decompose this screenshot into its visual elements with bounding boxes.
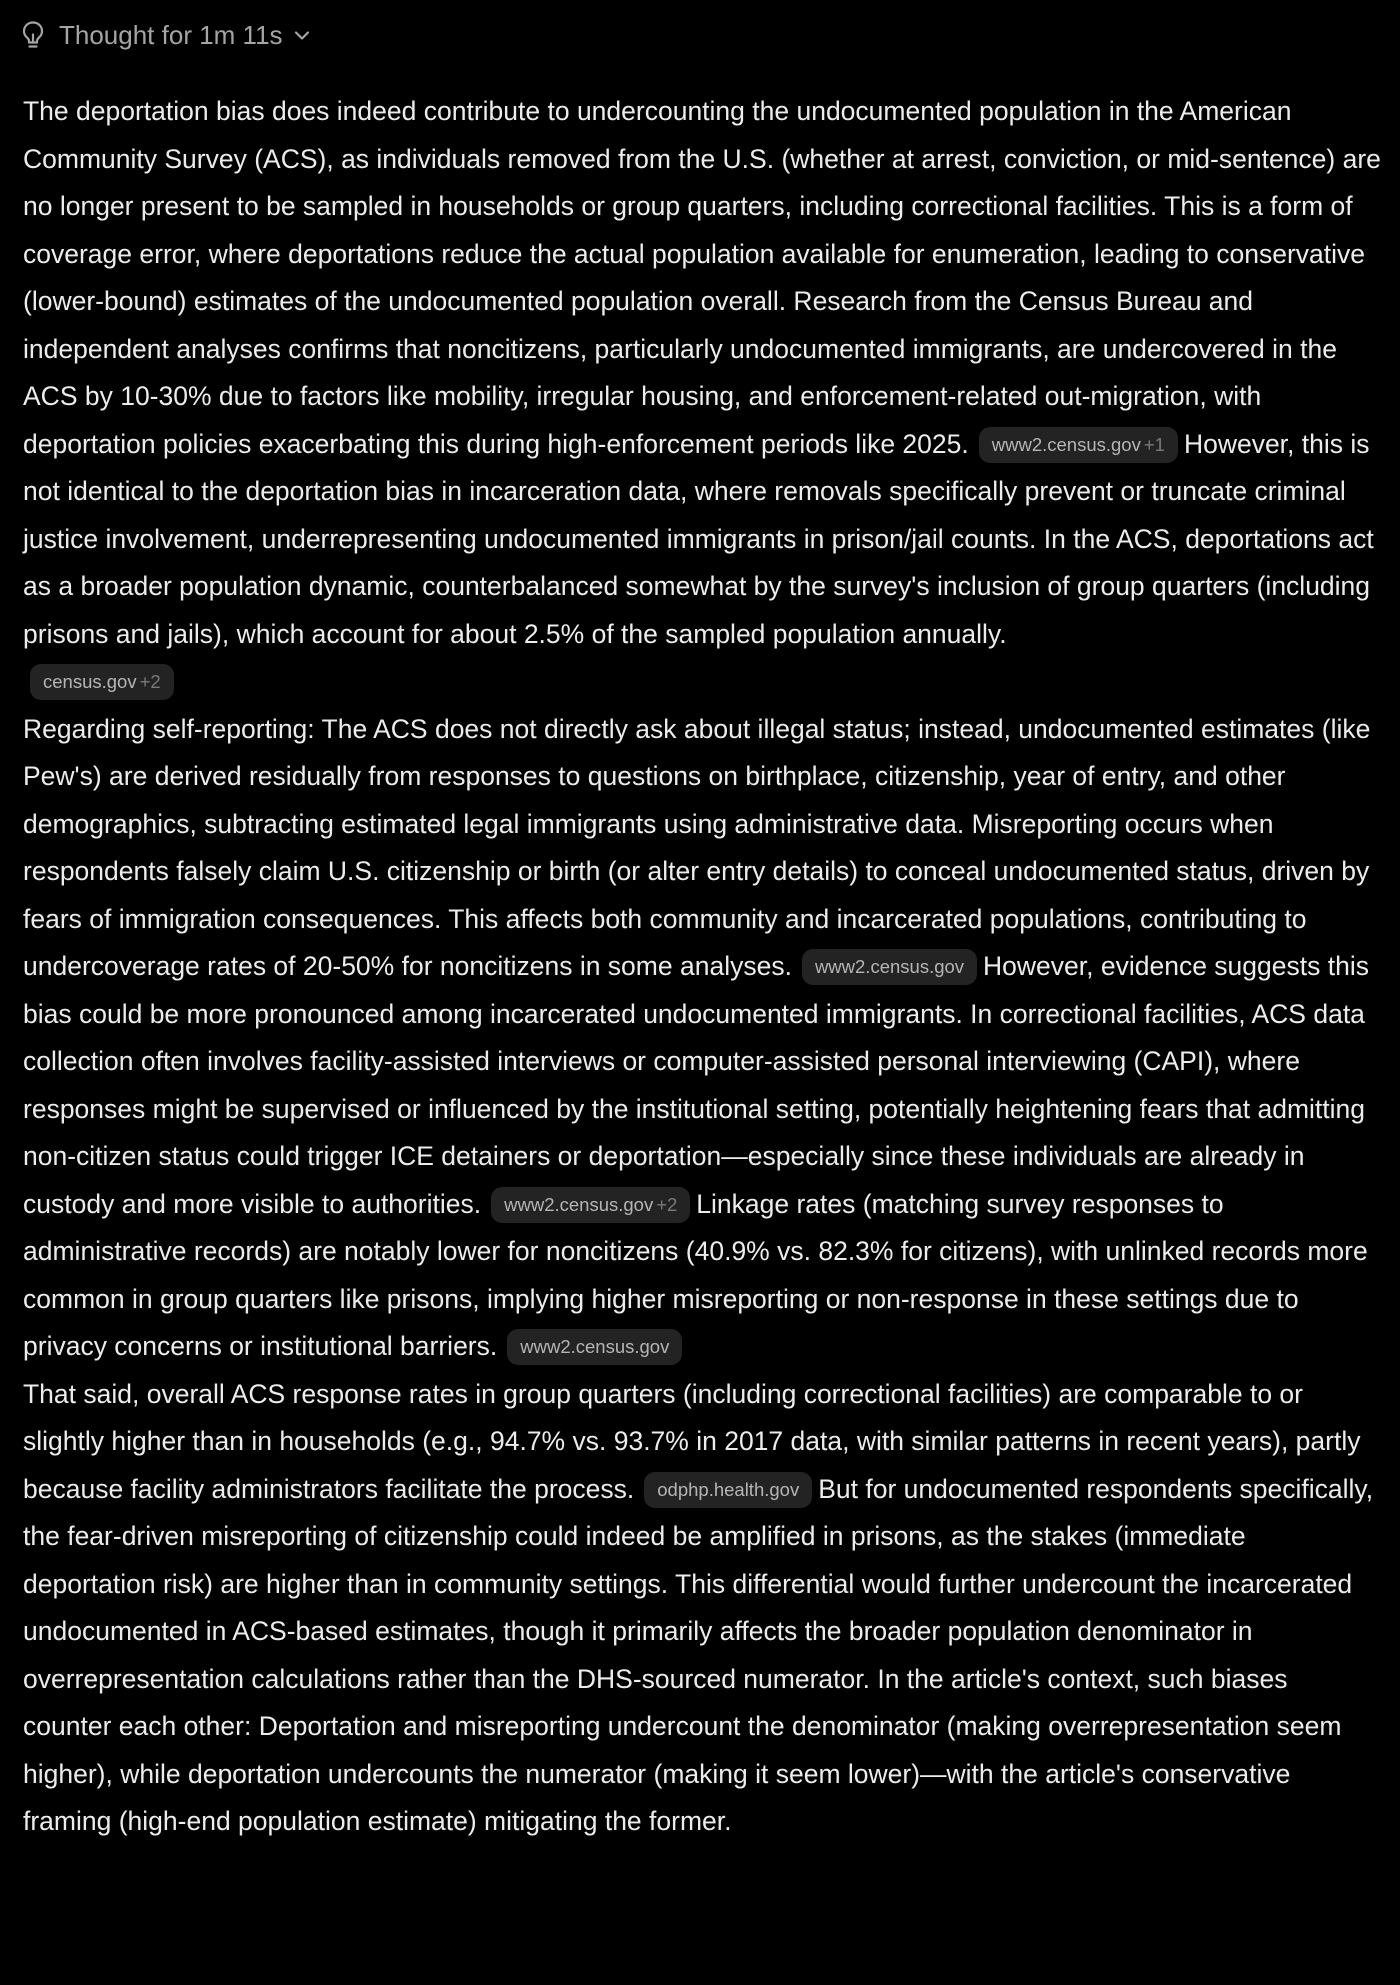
paragraph-text: The deportation bias does indeed contribute to undercounting the undocumented population in the American Community Survey (ACS), as individuals removed from the U.S. (whether at arrest, conviction, or mid-sentence) are no longer present to be sampled in households or group quarters, including correctional facilities. This is a form of coverage error, where deportations reduce the actual population available for enumeration, leading to conservative (lower-bound) estimates of the undocumented population overall. Research from the Census Bureau and independent analyses confirms that noncitizens, particularly undocumented immigrants, are undercovered in the ACS by 10-30% due to factors like mobility, irregular housing, and enforcement-related out-migration, with deportation policies exacerbating this during high-enforcement periods like 2025.: [23, 96, 1381, 459]
paragraph-text: Regarding self-reporting: The ACS does not directly ask about illegal status; instead, undocumented estimates (like Pew's) are derived residually from responses to questions on birthplace, citizenship, year of entry, and other demographics, subtracting estimated legal immigrants using administrative data. Misreporting occurs when respondents falsely claim U.S. citizenship or birth (or alter entry details) to conceal undocumented status, driven by fears of immigration consequences. This affects both community and incarcerated populations, contributing to undercoverage rates of 20-50% for noncitizens in some analyses.: [23, 713, 1371, 981]
citation-chip[interactable]: [507, 1329, 682, 1365]
citation-source: www2.census.gov: [991, 433, 1141, 455]
response-body: [23, 88, 1382, 1846]
chevron-down-icon: [292, 24, 314, 46]
citation-more-count: +2: [139, 671, 161, 692]
paragraph-text: Linkage rates (matching survey responses to administrative records) are notably lower for noncitizens (40.9% vs. 82.3% for citizens), with unlinked records more common in group quarters like prisons, implying higher misreporting or non-response in these settings due to privacy concerns or institutional barriers.: [23, 1188, 1368, 1361]
paragraph-text: However, evidence suggests this bias could be more pronounced among incarcerated undocumented immigrants. In correctional facilities, ACS data collection often involves facility-assisted interviews or computer-assisted personal interviewing (CAPI), where responses might be supervised or influenced by the institutional setting, potentially heightening fears that admitting non-citizen status could trigger ICE detainers or deportation—especially since these individuals are already in custody and more visible to authorities.: [23, 951, 1369, 1219]
citation-source: odphp.health.gov: [657, 1478, 800, 1500]
citation-chip[interactable]: [30, 664, 174, 700]
paragraph-response-rates: [23, 1371, 1382, 1846]
citation-chip[interactable]: [802, 949, 977, 985]
citation-source: www2.census.gov: [504, 1193, 654, 1215]
paragraph-text: However, this is not identical to the deportation bias in incarceration data, where removals specifically prevent or truncate criminal justice involvement, underrepresenting undocumented immigrants in prison/jail counts. In the ACS, deportations act as a broader population dynamic, counterbalanced somewhat by the survey's inclusion of group quarters (including prisons and jails), which account for about 2.5% of the sampled population annually.: [23, 428, 1374, 649]
paragraph-text: But for undocumented respondents specifically, the fear-driven misreporting of citizenship could indeed be amplified in prisons, as the stakes (immediate deportation risk) are higher than in community settings. This differential would further undercount the incarcerated undocumented in ACS-based estimates, though it primarily affects the broader population denominator in overrepresentation calculations rather than the DHS-sourced numerator. In the article's context, such biases counter each other: Deportation and misreporting undercount the denominator (making overrepresentation seem higher), while deportation undercounts the numerator (making it seem lower)—with the article's conservative framing (high-end population estimate) mitigating the former.: [23, 1473, 1374, 1836]
paragraph-self-reporting: [23, 706, 1382, 1371]
citation-more-count: +2: [656, 1193, 678, 1215]
citation-source: census.gov: [43, 671, 137, 692]
citation-chip[interactable]: [979, 427, 1178, 463]
thought-duration-label: Thought for 1m 11s: [59, 19, 283, 50]
lightbulb-icon: [19, 19, 47, 51]
citation-chip[interactable]: [491, 1187, 690, 1223]
citation-source: www2.census.gov: [814, 956, 965, 977]
thought-toggle[interactable]: [19, 14, 1382, 56]
paragraph-text: That said, overall ACS response rates in group quarters (including correctional facilities) are comparable to or slightly higher than in households (e.g., 94.7% vs. 93.7% in 2017 data, with similar patterns in recent years), partly because facility administrators facilitate the process.: [23, 1378, 1361, 1504]
citation-chip[interactable]: [644, 1472, 812, 1508]
paragraph-deportation-bias: [23, 88, 1382, 706]
citation-source: www2.census.gov: [520, 1336, 670, 1357]
citation-more-count: +1: [1143, 433, 1165, 455]
